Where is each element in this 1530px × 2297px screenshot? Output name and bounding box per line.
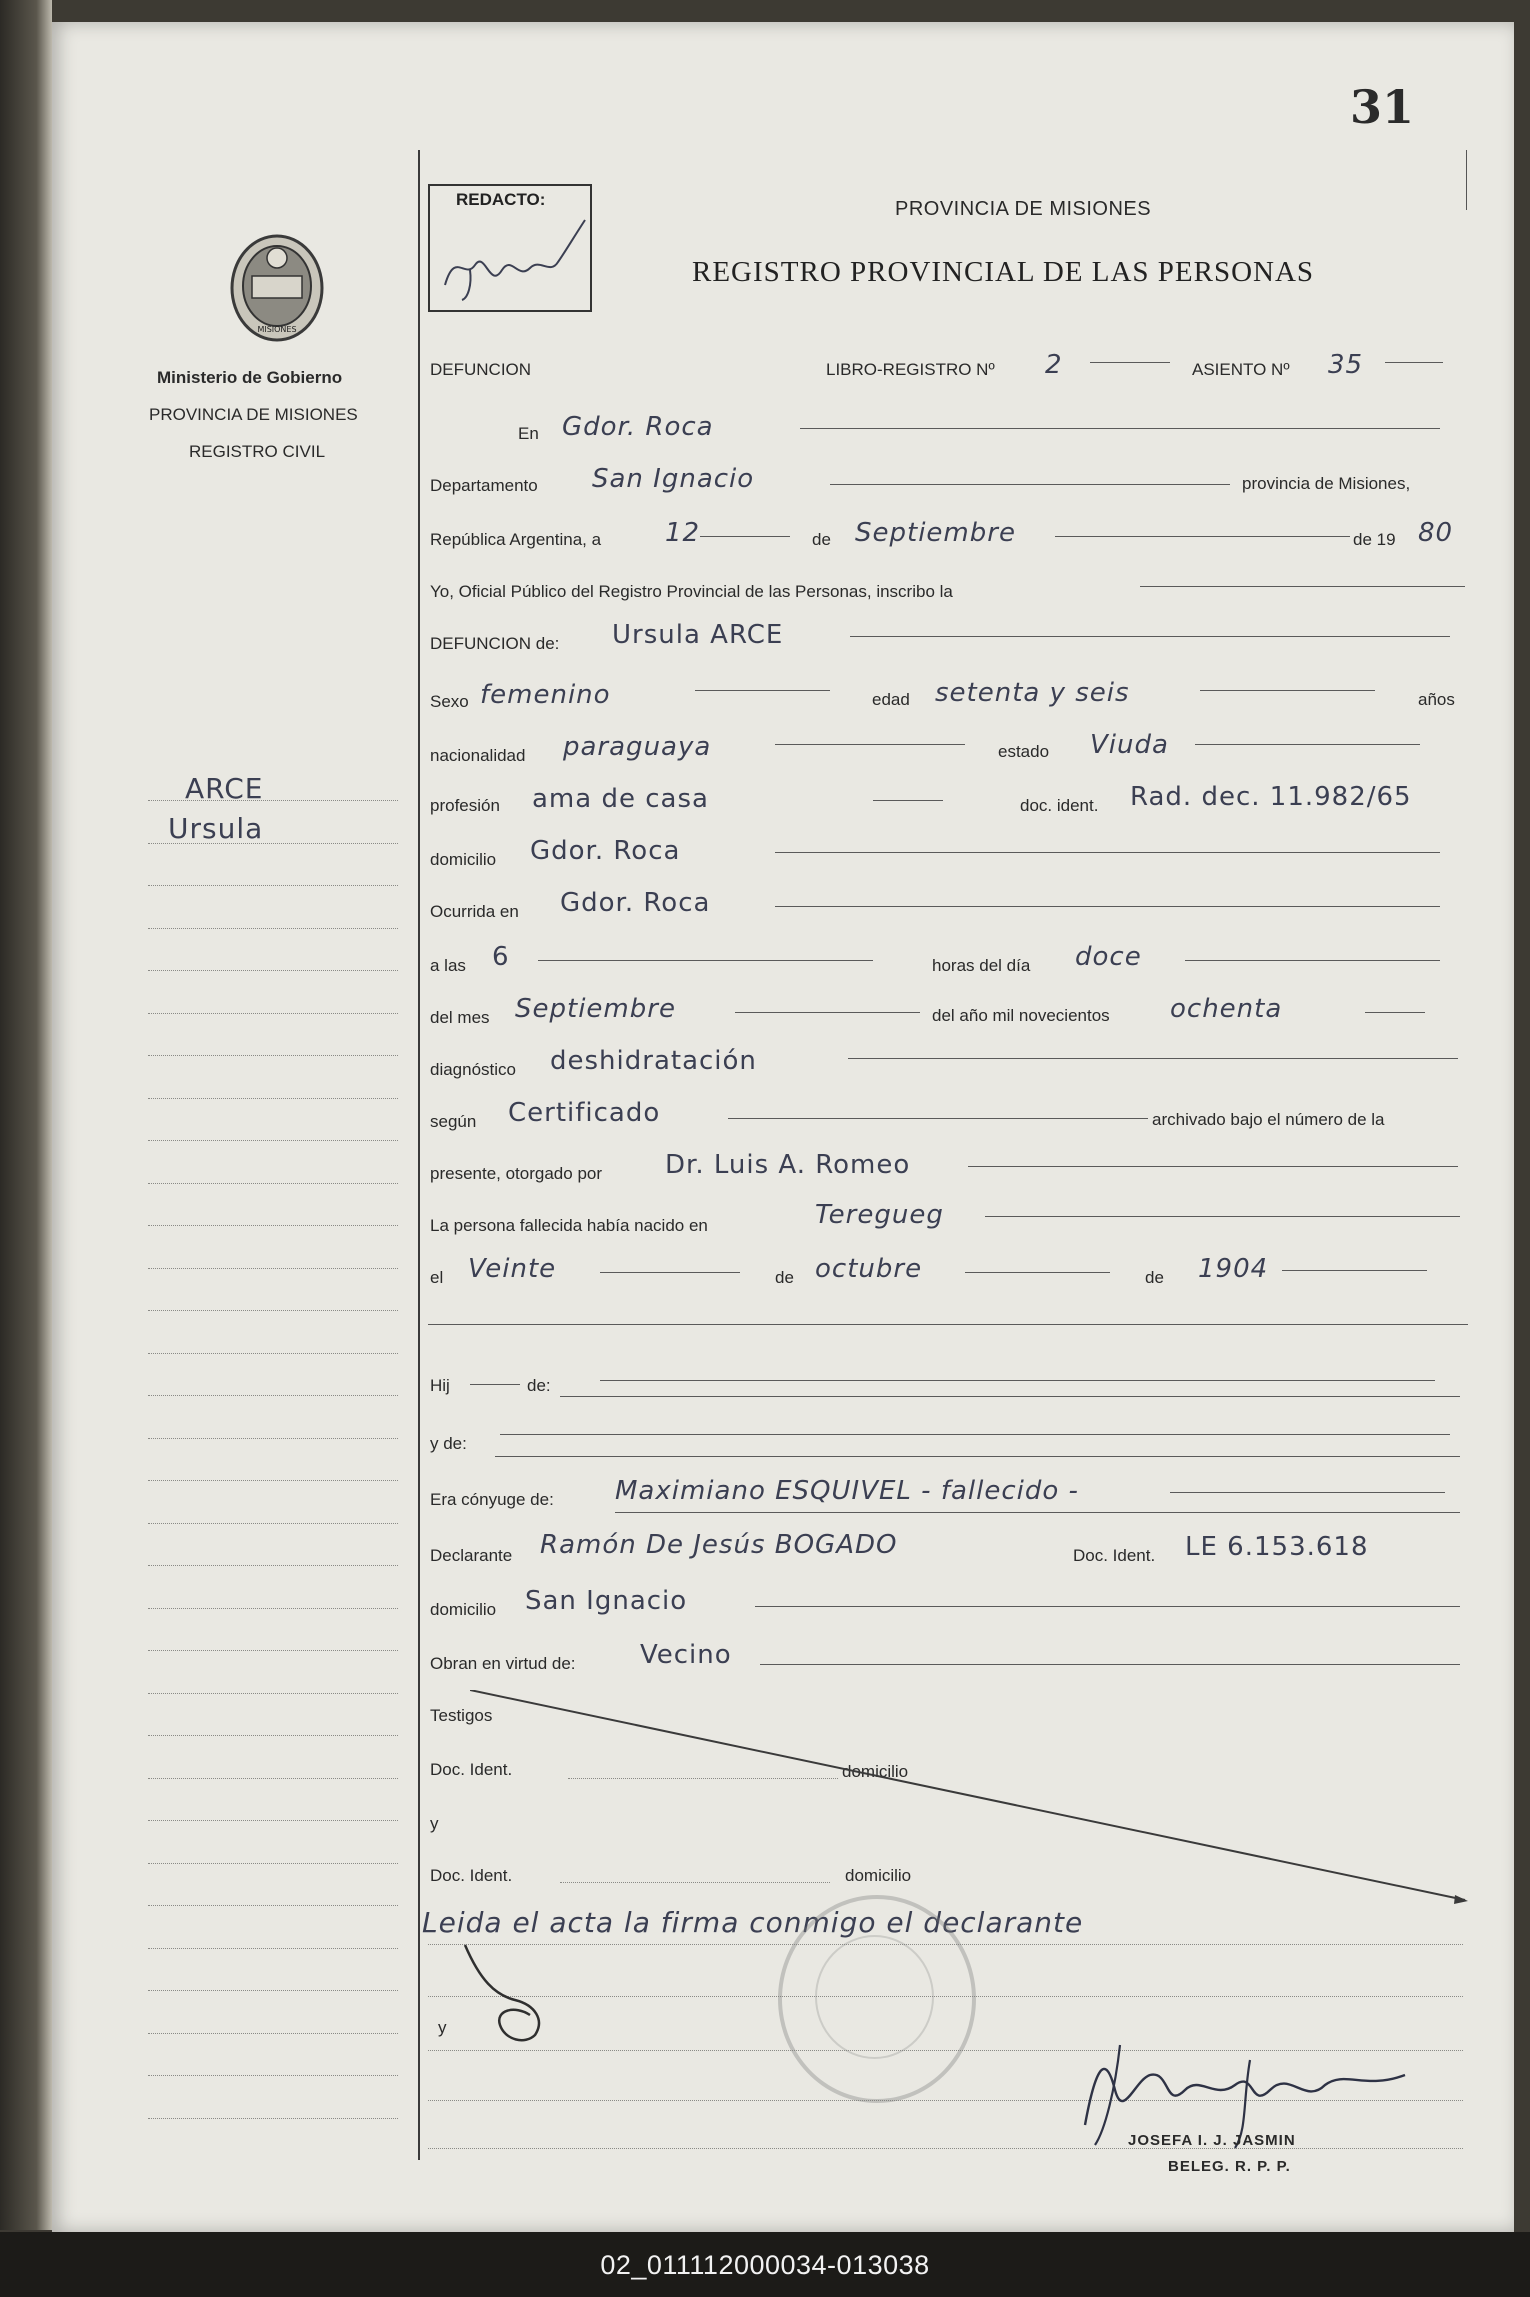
- margin-ruled-line: [148, 1268, 398, 1269]
- estado-value: Viuda: [1090, 730, 1169, 760]
- margin-ruled-line: [148, 1438, 398, 1439]
- hij-label: Hij: [430, 1376, 450, 1395]
- republica-label: República Argentina, a: [430, 530, 602, 549]
- domicilio-label: domicilio: [430, 850, 497, 869]
- declarante-value: Ramón De Jesús BOGADO: [540, 1530, 898, 1560]
- declarante-label: Declarante: [430, 1546, 513, 1565]
- book-binding: [0, 0, 52, 2230]
- de3-line: [1282, 1270, 1427, 1271]
- margin-ruled-line: [148, 800, 398, 801]
- presente-label: presente, otorgado por: [430, 1164, 603, 1183]
- margin-surname: ARCE: [185, 772, 264, 805]
- margin-name: Ursula: [168, 812, 264, 845]
- obran-label: Obran en virtud de:: [430, 1654, 576, 1673]
- margin-ruled-line: [148, 1098, 398, 1099]
- obran-value: Vecino: [640, 1640, 732, 1670]
- delano-value: ochenta: [1170, 994, 1283, 1024]
- margin-ruled-line: [148, 1693, 398, 1694]
- mes-line: [1055, 536, 1350, 537]
- diagnostico-label: diagnóstico: [430, 1060, 517, 1079]
- defuncion-heading: DEFUNCION: [430, 360, 532, 379]
- de-label: de: [812, 530, 831, 549]
- docident2-label: Doc. Ident.: [430, 1866, 513, 1885]
- nacionalidad-label: nacionalidad: [430, 746, 526, 765]
- hij-de-label: de:: [527, 1376, 551, 1395]
- presente-value: Dr. Luis A. Romeo: [665, 1150, 911, 1180]
- departamento-value: San Ignacio: [592, 464, 755, 494]
- thumbprint-mark: [455, 1940, 565, 2050]
- alas-label: a las: [430, 956, 466, 975]
- domicilio2-label: domicilio: [845, 1866, 912, 1885]
- edad-label: edad: [872, 690, 910, 709]
- de3-value: 1904: [1198, 1254, 1269, 1284]
- margin-ruled-line: [148, 1055, 398, 1056]
- nacido-value: Teregueg: [815, 1200, 944, 1230]
- en-line: [800, 428, 1440, 429]
- dia-value: 12: [665, 518, 701, 548]
- yde-line-2: [495, 1456, 1460, 1457]
- margin-ruled-line: [148, 1735, 398, 1736]
- en-value: Gdor. Roca: [562, 412, 714, 442]
- doc-label: doc. ident.: [1020, 796, 1099, 815]
- seal-text: MISIONES: [257, 325, 297, 334]
- conyuge-label: Era cónyuge de:: [430, 1490, 554, 1509]
- defuncion-de-label: DEFUNCION de:: [430, 634, 560, 653]
- delmes-value: Septiembre: [515, 994, 676, 1024]
- el-label: el: [430, 1268, 444, 1287]
- margin-ruled-line: [148, 2118, 398, 2119]
- segun-line: [728, 1118, 1148, 1119]
- domicilio1-label: domicilio: [842, 1762, 909, 1781]
- margin-ruled-line: [148, 1820, 398, 1821]
- libro-value: 2: [1045, 350, 1063, 380]
- conyuge-value: Maximiano ESQUIVEL - fallecido -: [615, 1476, 1079, 1506]
- decl-domicilio-value: San Ignacio: [525, 1586, 688, 1616]
- defuncion-de-value: Ursula ARCE: [612, 620, 784, 650]
- province-header: PROVINCIA DE MISIONES: [895, 198, 1152, 220]
- provincia-label: provincia de Misiones,: [1242, 474, 1411, 493]
- margin-ruled-line: [148, 1140, 398, 1141]
- ocurrida-value: Gdor. Roca: [560, 888, 711, 918]
- mes-value: Septiembre: [855, 518, 1016, 548]
- margin-ruled-line: [148, 1863, 398, 1864]
- profesion-value: ama de casa: [532, 784, 709, 814]
- delmes-label: del mes: [430, 1008, 490, 1027]
- horas-value: doce: [1075, 942, 1142, 972]
- margin-ruled-line: [148, 1013, 398, 1014]
- decl-domicilio-line: [755, 1606, 1460, 1607]
- margin-ruled-line: [148, 1395, 398, 1396]
- delano-label: del año mil novecientos: [932, 1006, 1110, 1025]
- y-label: y: [430, 1814, 439, 1833]
- de2-line: [965, 1272, 1110, 1273]
- registry-title: REGISTRO PROVINCIAL DE LAS PERSONAS: [692, 256, 1315, 288]
- margin-ruled-line: [148, 1565, 398, 1566]
- archivado-label: archivado bajo el número de la: [1152, 1110, 1385, 1129]
- margin-ruled-line: [148, 1183, 398, 1184]
- sexo-label: Sexo: [430, 692, 469, 711]
- edad-line: [1200, 690, 1375, 691]
- de-year-label: de 19: [1353, 530, 1396, 549]
- margin-ruled-line: [148, 843, 398, 844]
- doc-value: Rad. dec. 11.982/65: [1130, 782, 1412, 812]
- domicilio-line: [775, 852, 1440, 853]
- margin-ruled-line: [148, 1353, 398, 1354]
- margin-ruled-line: [148, 1948, 398, 1949]
- profesion-label: profesión: [430, 796, 500, 815]
- conyuge-line-2: [615, 1512, 1460, 1513]
- ministry-seal-icon: [222, 228, 332, 348]
- nacido-line: [985, 1216, 1460, 1217]
- oficial-text: Yo, Oficial Público del Registro Provincial de las Personas, inscribo la: [430, 582, 953, 601]
- domicilio-value: Gdor. Roca: [530, 836, 681, 866]
- margin-ruled-line: [148, 970, 398, 971]
- form-right-rule: [1466, 150, 1467, 210]
- en-label: En: [518, 424, 539, 443]
- margin-ruled-line: [148, 2033, 398, 2034]
- delmes-line: [735, 1012, 920, 1013]
- diagnostico-line: [848, 1058, 1458, 1059]
- libro-label: LIBRO-REGISTRO Nº: [826, 360, 995, 379]
- margin-ruled-line: [148, 928, 398, 929]
- ministry-line1: Ministerio de Gobierno: [157, 368, 343, 387]
- docident1-line: [568, 1778, 838, 1779]
- profesion-line: [873, 800, 943, 801]
- estado-line: [1195, 744, 1420, 745]
- cancel-diagonal-line: [470, 1690, 1470, 1920]
- nacionalidad-line: [775, 744, 965, 745]
- margin-ruled-line: [148, 1650, 398, 1651]
- yde-line: [500, 1434, 1450, 1435]
- conyuge-line: [1170, 1492, 1445, 1493]
- margin-ruled-line: [148, 1905, 398, 1906]
- asiento-label: ASIENTO Nº: [1192, 360, 1290, 379]
- signer-name-line2: BELEG. R. P. P.: [1168, 2158, 1291, 2175]
- form-left-rule: [418, 150, 420, 2160]
- margin-ruled-line: [148, 1225, 398, 1226]
- segun-label: según: [430, 1112, 477, 1131]
- leida-text: Leida el acta la firma conmigo el declarante: [422, 1906, 1084, 1939]
- sexo-line: [695, 690, 830, 691]
- margin-ruled-line: [148, 885, 398, 886]
- oficial-line: [1140, 586, 1465, 587]
- de3-label: de: [1145, 1268, 1164, 1287]
- margin-ruled-line: [148, 1778, 398, 1779]
- margin-ruled-line: [148, 1608, 398, 1609]
- de2-label: de: [775, 1268, 794, 1287]
- footer-code: 02_011112000034-013038: [600, 2250, 930, 2280]
- delano-line: [1365, 1012, 1425, 1013]
- official-stamp-inner: [815, 1935, 934, 2059]
- departamento-label: Departamento: [430, 476, 538, 495]
- diagnostico-value: deshidratación: [550, 1046, 757, 1076]
- edad-value: setenta y seis: [935, 678, 1130, 708]
- horas-label: horas del día: [932, 956, 1031, 975]
- section-line-1: [428, 1324, 1468, 1325]
- alas-line: [538, 960, 873, 961]
- asiento-line: [1385, 362, 1443, 363]
- de2-value: octubre: [815, 1254, 923, 1284]
- horas-line: [1185, 960, 1440, 961]
- decl-doc-value: LE 6.153.618: [1185, 1532, 1369, 1562]
- redacto-label: REDACTO:: [456, 190, 546, 209]
- el-value: Veinte: [468, 1254, 557, 1284]
- hij-de-line: [600, 1380, 1435, 1381]
- margin-ruled-line: [148, 1480, 398, 1481]
- docident2-line: [560, 1882, 830, 1883]
- ocurrida-line: [775, 906, 1440, 907]
- decl-doc-label: Doc. Ident.: [1073, 1546, 1156, 1565]
- redacto-initials: [440, 210, 590, 305]
- dia-line: [700, 536, 790, 537]
- margin-ruled-line: [148, 1523, 398, 1524]
- year-value: 80: [1418, 518, 1454, 548]
- signer-name-line1: JOSEFA I. J. JASMIN: [1128, 2132, 1296, 2149]
- margin-ruled-line: [148, 2075, 398, 2076]
- departamento-line: [830, 484, 1230, 485]
- ministry-line3: REGISTRO CIVIL: [189, 442, 326, 461]
- nacido-label: La persona fallecida había nacido en: [430, 1216, 708, 1235]
- docident1-label: Doc. Ident.: [430, 1760, 513, 1779]
- segun-value: Certificado: [508, 1098, 661, 1128]
- sexo-value: femenino: [480, 680, 611, 710]
- anos-label: años: [1418, 690, 1455, 709]
- decl-domicilio-label: domicilio: [430, 1600, 497, 1619]
- yde-label: y de:: [430, 1434, 467, 1453]
- ocurrida-label: Ocurrida en: [430, 902, 519, 921]
- testigos-label: Testigos: [430, 1706, 493, 1725]
- presente-line: [968, 1166, 1458, 1167]
- margin-ruled-line: [148, 1310, 398, 1311]
- hij-line-2: [560, 1396, 1460, 1397]
- alas-value: 6: [492, 942, 510, 972]
- asiento-value: 35: [1328, 350, 1364, 380]
- el-line: [600, 1272, 740, 1273]
- page-number: 31: [1350, 80, 1415, 134]
- y2-label: y: [438, 2018, 447, 2037]
- estado-label: estado: [998, 742, 1050, 761]
- margin-ruled-line: [148, 1990, 398, 1991]
- libro-line: [1090, 362, 1170, 363]
- obran-line: [760, 1664, 1460, 1665]
- defuncion-de-line: [850, 636, 1450, 637]
- ministry-line2: PROVINCIA DE MISIONES: [149, 405, 358, 424]
- nacionalidad-value: paraguaya: [563, 732, 712, 762]
- hij-line: [470, 1384, 520, 1385]
